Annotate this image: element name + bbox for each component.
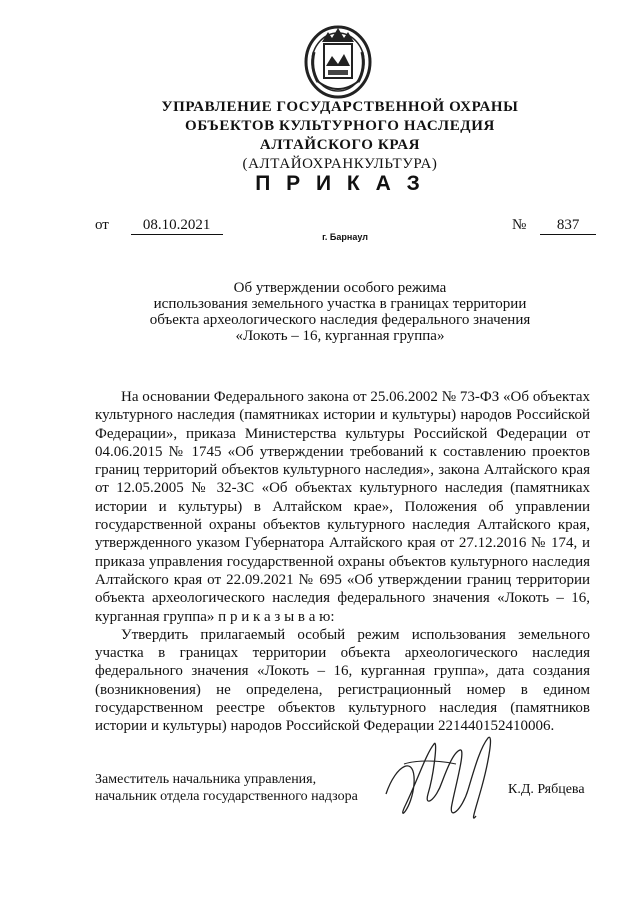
position-line: Заместитель начальника управления, (95, 772, 317, 787)
org-name-line-1: УПРАВЛЕНИЕ ГОСУДАРСТВЕННОЙ ОХРАНЫ (161, 99, 519, 115)
coat-of-arms-icon (302, 22, 374, 100)
body-paragraph: Утвердить прилагаемый особый режим использования земельного участка в границах территории объекта археологического наследия федерального значения «Локоть – 16, курганная группа», дата создания (возникновения) не определена, регистрационный номер в едином государственном реестре объектов культурного наследия (памятников истории и культуры) народов Российской Федерации 221440152410006. (95, 626, 590, 735)
body-paragraph: На основании Федерального закона от 25.06.2002 № 73-ФЗ «Об объектах культурного наследия (памятниках истории и культуры) народов Российской Федерации», приказа Министерства культуры Российской Федерации от 04.06.2015 № 1745 «Об утверждении требований к составлению проектов границ территорий объектов культурного наследия», закона Алтайского края от 12.05.2005 № 32-ЗС «Об объектах культурного наследия (памятниках истории и культуры) в Алтайском крае», Положения об управлении государственной охраны объектов культурного наследия Алтайского края, утвержденного указом Губернатора Алтайского края от 27.12.2016 № 174, и приказа управления государственной охраны объектов культурного наследия Алтайского края от 22.09.2021 № 695 «Об утверждении границ территории объекта археологического наследия федерального значения «Локоть – 16, курганная группа» п р и к а з ы в а ю: (95, 389, 590, 625)
title-line: объекта археологического наследия федерального значения (149, 312, 531, 328)
document-type-title: П Р И К А З (255, 172, 425, 195)
number-value: 837 (540, 217, 596, 235)
order-date (95, 217, 223, 235)
order-body (95, 388, 590, 736)
order-title (110, 280, 570, 344)
handwritten-signature-icon (376, 724, 506, 834)
position-line: начальник отдела государственного надзора (95, 789, 358, 804)
number-prefix: № (512, 217, 527, 233)
title-line: «Локоть – 16, курганная группа» (235, 328, 445, 344)
order-number (512, 217, 596, 235)
org-name-line-2: ОБЪЕКТОВ КУЛЬТУРНОГО НАСЛЕДИЯ (185, 118, 495, 134)
date-value: 08.10.2021 (131, 217, 223, 235)
title-line: Об утверждении особого режима (233, 280, 447, 296)
signatory-position (95, 771, 358, 805)
date-prefix: от (95, 217, 109, 233)
signatory-name: К.Д. Рябцева (508, 782, 585, 797)
city-label: г. Барнаул (322, 232, 368, 242)
title-line: использования земельного участка в границах территории (153, 296, 527, 312)
org-name-line-3: АЛТАЙСКОГО КРАЯ (259, 137, 421, 153)
org-short-name: (АЛТАЙОХРАНКУЛЬТУРА) (242, 156, 438, 172)
